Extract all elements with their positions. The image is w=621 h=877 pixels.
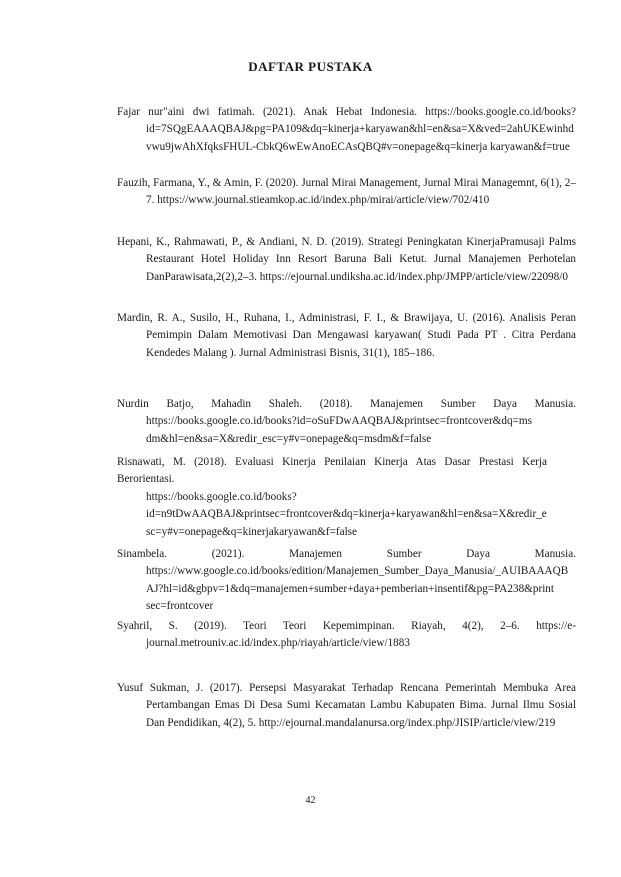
reference-fauzih-2020: Fauzih, Farmana, Y., & Amin, F. (2020). Jurnal Mirai Management, Jurnal Mirai Managemnt, 6(1), 2–7. https://www.journal.stieamkop.ac.id/index.php/mirai/article/view/702/410 xyxy=(117,177,576,207)
reference-mardin-2016: Mardin, R. A., Susilo, H., Ruhana, I., Administrasi, F. I., & Brawijaya, U. (2016). Analisis Peran Pemimpin Dalam Memotivasi Dan Mengawasi karyawan( Studi Pada PT . Citra Perdana Kendedes Malang ). Jurnal Administrasi Bisnis, 31(1), 185–186. xyxy=(117,312,576,359)
reference-batjo-2018: Nurdin Batjo, Mahadin Shaleh. (2018). Manajemen Sumber Daya Manusia. https://books.google.co.id/books?id=oSuFDwAAQBAJ&printsec=frontcover&dq=ms dm&hl=en&sa=X&redir_esc=y#v=onepage&q=msdm&f=false xyxy=(117,398,576,445)
page-number: 42 xyxy=(305,795,316,806)
reference-risnawati-2018 xyxy=(117,454,547,541)
reference-hepani-2019: Hepani, K., Rahmawati, P., & Andiani, N. D. (2019). Strategi Peningkatan KinerjaPramusaji Palms Restaurant Hotel Holiday Inn Resort Baruna Bali Ketut. Jurnal Manajemen Perhotelan DanParawisata,2(2),2–3. https://ejournal.undiksha.ac.id/index.php/JMPP/article/view/22098/0 xyxy=(117,236,576,283)
reference-sinambela-2021: Sinambela. (2021). Manajemen Sumber Daya Manusia. https://www.google.co.id/books/edition/Manajemen_Sumber_Daya_Manusia/_AUIBAAAQBAJ?hl=id&gbpv=1&dq=manajemen+sumber+daya+pemberian+insentif&pg=PA238&print sec=frontcover xyxy=(117,548,576,613)
reference-syahril-2019: Syahril, S. (2019). Teori Teori Kepemimpinan. Riayah, 4(2), 2–6. https://e-journal.metrouniv.ac.id/index.php/riayah/article/view/1883 xyxy=(117,620,576,650)
page-title: DAFTAR PUSTAKA xyxy=(248,59,373,74)
reference-risnawati-2018-url: https://books.google.co.id/books?id=n9tDwAAQBAJ&printsec=frontcover&dq=kinerja+karyawan&hl=en&sa=X&redir_esc=y#v=onepage&q=kinerjakaryawan&f=false xyxy=(146,490,547,538)
reference-risnawati-2018-citation: Risnawati, M. (2018). Evaluasi Kinerja Penilaian Kinerja Atas Dasar Prestasi Kerja Berorientasi. xyxy=(117,456,547,486)
reference-fatimah-2021: Fajar nur"aini dwi fatimah. (2021). Anak Hebat Indonesia. https://books.google.co.id/books?id=7SQgEAAAQBAJ&pg=PA109&dq=kinerja+karyawan&hl=en&sa=X&ved=2ahUKEwinhdvwu9jwAhXfqksFHUL-CbkQ6wEwAnoECAsQBQ#v=onepage&q=kinerja karyawan&f=true xyxy=(117,106,576,153)
reference-sukman-2017: Yusuf Sukman, J. (2017). Persepsi Masyarakat Terhadap Rencana Pemerintah Membuka Area Pertambangan Emas Di Desa Sumi Kecamatan Lambu Kabupaten Bima. Jurnal Ilmu Sosial Dan Pendidikan, 4(2), 5. http://ejournal.mandalanursa.org/index.php/JISIP/article/view/219 xyxy=(117,682,576,729)
